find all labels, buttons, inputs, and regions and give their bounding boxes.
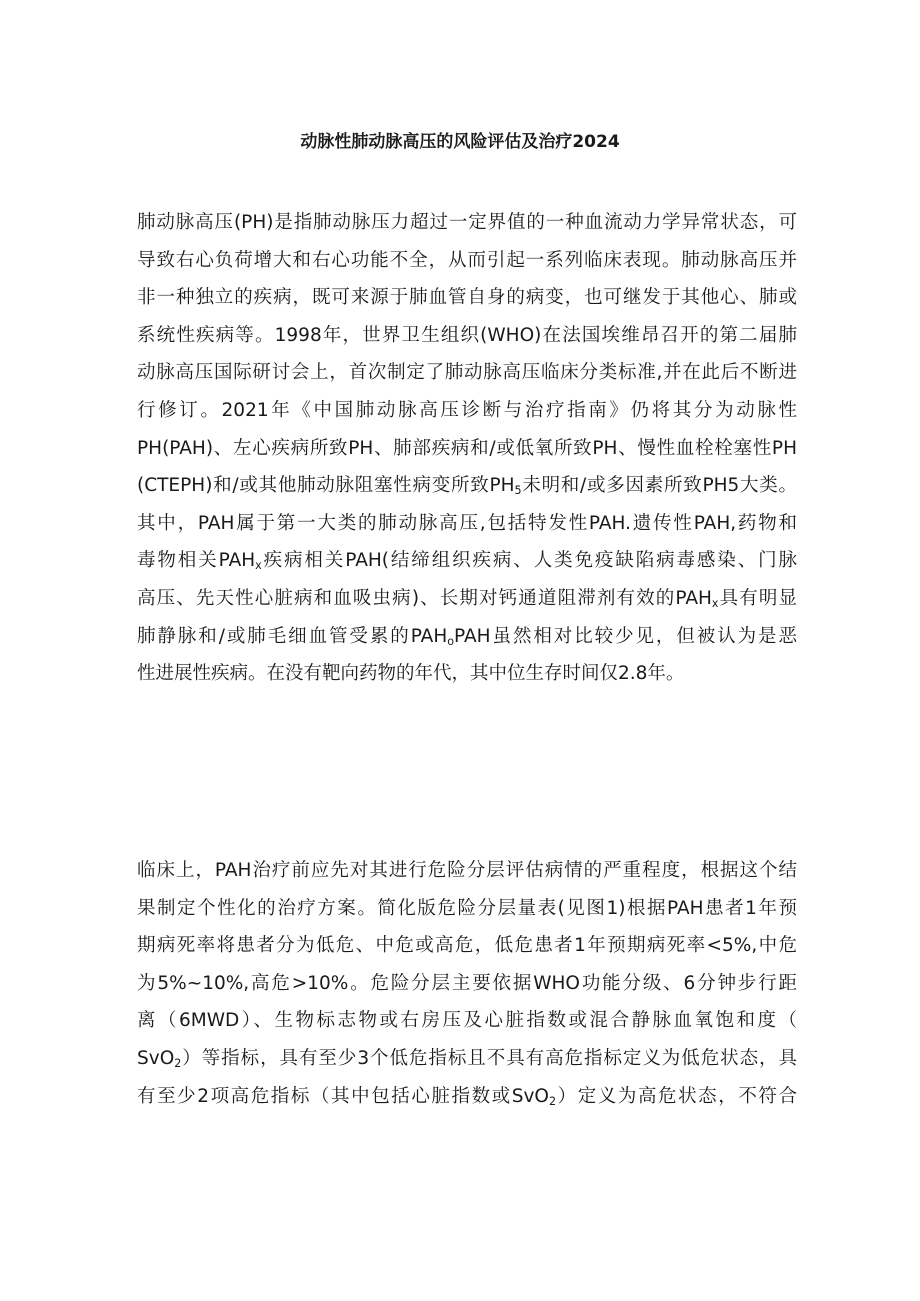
paragraph-line <box>137 317 797 355</box>
line-text: 具有明显 <box>718 587 797 609</box>
paragraph-line <box>137 1002 797 1040</box>
line-text: 期病死率将患者分为低危、中危或高危，低危患者1年预期病死率<5%,中危 <box>137 935 797 957</box>
line-text: 毒物相关PAH <box>137 550 256 572</box>
line-text: ）等指标，具有至少3个低危指标且不具有高危指标定义为低危状态，具 <box>181 1047 797 1069</box>
line-text: 为5%~10%,高危>10%。危险分层主要依据WHO功能分级、6分钟步行距 <box>137 972 797 994</box>
line-text: 系统性疾病等。1998年，世界卫生组织(WHO)在法国埃维昂召开的第二届肺 <box>137 324 797 346</box>
subscript-text: o <box>447 634 455 648</box>
subscript-text: x <box>711 596 719 610</box>
paragraph-line <box>137 852 797 890</box>
line-text: 非一种独立的疾病，既可来源于肺血管自身的病变，也可继发于其他心、肺或 <box>137 287 797 309</box>
line-text: 果制定个性化的治疗方案。简化版危险分层量表(见图1)根据PAH患者1年预 <box>137 897 797 919</box>
document-title: 动脉性肺动脉高压的风险评估及治疗2024 <box>300 132 620 152</box>
line-text: 临床上，PAH治疗前应先对其进行危险分层评估病情的严重程度，根据这个结 <box>137 860 797 881</box>
line-text: 行修订。2021年《中国肺动脉高压诊断与治疗指南》仍将其分为动脉性 <box>137 399 797 421</box>
paragraph-line <box>137 354 797 392</box>
line-text: ）定义为高危状态，不符合 <box>556 1085 797 1107</box>
subscript-text: 2 <box>174 1056 182 1070</box>
paragraph-line <box>137 655 797 693</box>
line-text: 肺静脉和/或肺毛细血管受累的PAH <box>137 625 448 647</box>
line-text: 性进展性疾病。在没有靶向药物的年代，其中位生存时间仅2.8年。 <box>137 663 685 685</box>
subscript-text: x <box>255 559 262 573</box>
line-text: 肺动脉高压(PH)是指肺动脉压力超过一定界值的一种血流动力学异常状态，可 <box>137 212 797 233</box>
line-text: PH(PAH)、左心疾病所致PH、肺部疾病和/或低氧所致PH、慢性血栓栓塞性PH <box>137 437 797 459</box>
paragraph-line <box>137 279 797 317</box>
line-text: 其中，PAH属于第一大类的肺动脉高压,包括特发性PAH.遗传性PAH,药物和 <box>137 512 797 534</box>
line-text: 疾病相关PAH(结缔组织疾病、人类免疫缺陷病毒感染、门脉 <box>261 550 798 572</box>
paragraph-line <box>137 890 797 928</box>
line-text: 离（6MWD）、生物标志物或右房压及心脏指数或混合静脉血氧饱和度（ <box>137 1010 797 1032</box>
paragraph-line <box>137 580 797 618</box>
paragraph-line <box>137 618 797 656</box>
line-text: 导致右心负荷增大和右心功能不全，从而引起一系列临床表现。肺动脉高压并 <box>137 249 797 271</box>
paragraph-line <box>137 392 797 430</box>
paragraph-line <box>137 965 797 1003</box>
paragraph-1 <box>137 204 797 693</box>
line-text: SvO <box>137 1047 175 1069</box>
line-text: 未明和/或多因素所致PH5大类。 <box>521 475 797 497</box>
paragraph-line <box>137 927 797 965</box>
paragraph-line <box>137 505 797 543</box>
subscript-text: 5 <box>514 483 522 497</box>
paragraph-line <box>137 430 797 468</box>
line-text: PAH虽然相对比较少见，但被认为是恶 <box>454 625 797 647</box>
line-text: (CTEPH)和/或其他肺动脉阻塞性病变所致PH <box>137 475 515 497</box>
paragraph-2 <box>137 852 797 1115</box>
paragraph-line <box>137 1078 797 1116</box>
line-text: 有至少2项高危指标（其中包括心脏指数或SvO <box>137 1085 549 1107</box>
paragraph-line <box>137 467 797 505</box>
line-text: 高压、先天性心脏病和血吸虫病)、长期对钙通道阻滞剂有效的PAH <box>137 587 712 609</box>
paragraph-line <box>137 542 797 580</box>
subscript-text: 2 <box>549 1094 557 1108</box>
paragraph-line <box>137 242 797 280</box>
paragraph-line <box>137 204 797 242</box>
line-text: 动脉高压国际研讨会上，首次制定了肺动脉高压临床分类标准,并在此后不断进 <box>137 362 797 384</box>
paragraph-line <box>137 1040 797 1078</box>
